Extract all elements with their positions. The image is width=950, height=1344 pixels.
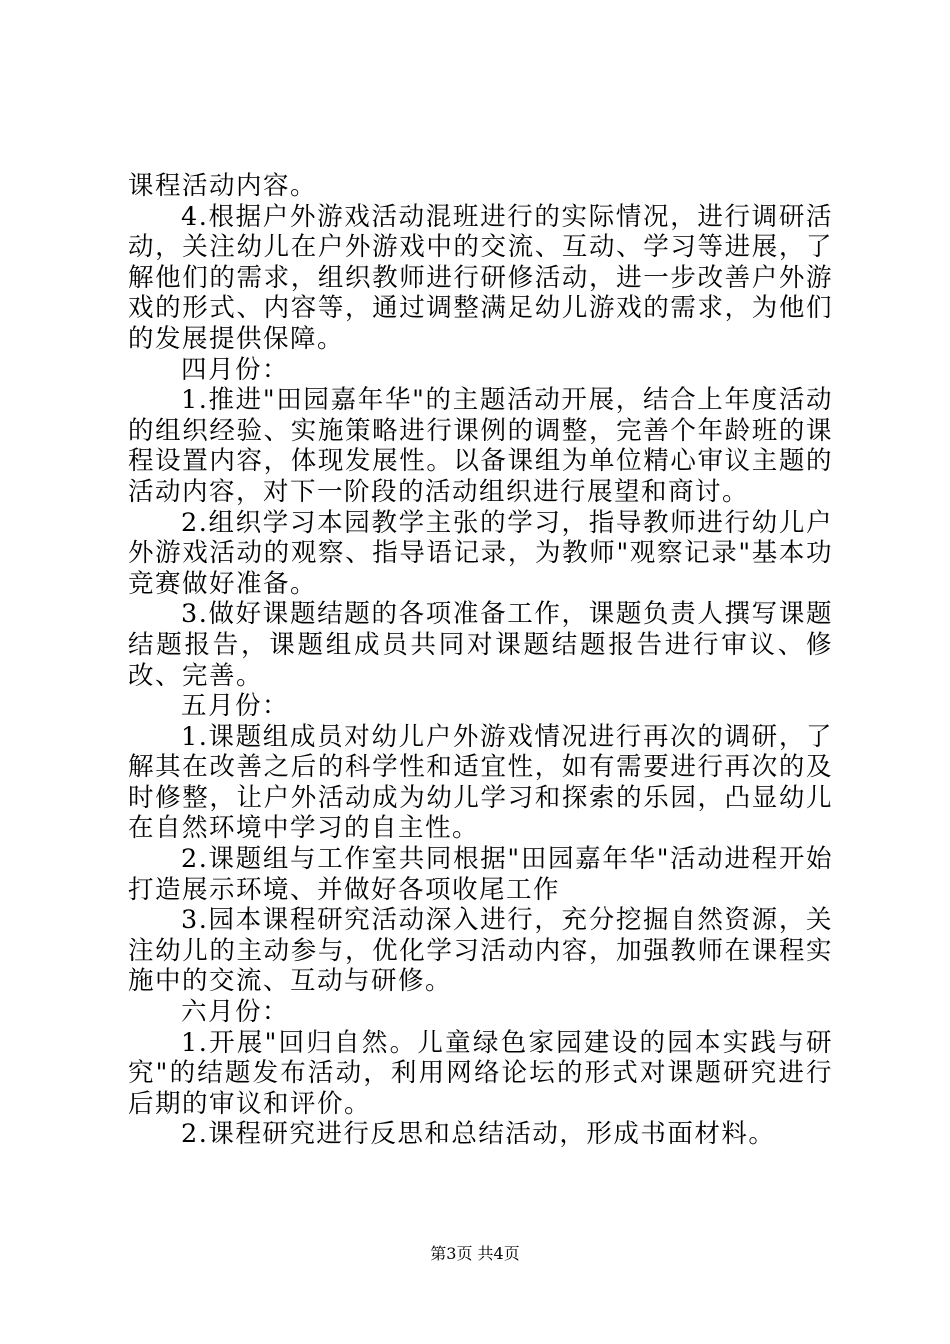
section-heading-april: 四月份： xyxy=(181,354,290,385)
paragraph: 2.课题组与工作室共同根据"田园嘉年华"活动进程开始打造展示环境、并做好各项收尾工作 xyxy=(128,844,833,905)
paragraph: 1.推进"田园嘉年华"的主题活动开展，结合上年度活动的组织经验、实施策略进行课例的调整，完善个年龄班的课程设置内容，体现发展性。以备课组为单位精心审议主题的活动内容，对下一阶段的活动组织进行展望和商讨。 xyxy=(128,385,833,507)
paragraph: 课程活动内容。 xyxy=(128,171,318,201)
paragraph: 1.开展"回归自然。儿童绿色家园建设的园本实践与研究"的结题发布活动，利用网络论坛的形式对课题研究进行后期的审议和评价。 xyxy=(128,1027,833,1119)
document-body xyxy=(128,171,833,1150)
paragraph: 3.做好课题结题的各项准备工作，课题负责人撰写课题结题报告，课题组成员共同对课题结题报告进行审议、修改、完善。 xyxy=(128,599,833,691)
paragraph: 2.组织学习本园教学主张的学习，指导教师进行幼儿户外游戏活动的观察、指导语记录，为教师"观察记录"基本功竞赛做好准备。 xyxy=(128,507,833,599)
page-number-footer: 第3页 共4页 xyxy=(430,1244,520,1263)
paragraph: 2.课程研究进行反思和总结活动，形成书面材料。 xyxy=(181,1119,776,1150)
paragraph: 1.课题组成员对幼儿户外游戏情况进行再次的调研，了解其在改善之后的科学性和适宜性，如有需要进行再次的及时修整，让户外活动成为幼儿学习和探索的乐园，凸显幼儿在自然环境中学习的自主性。 xyxy=(128,721,833,844)
section-heading-may: 五月份： xyxy=(181,691,290,722)
paragraph: 4.根据户外游戏活动混班进行的实际情况，进行调研活动，关注幼儿在户外游戏中的交流、互动、学习等进展，了解他们的需求，组织教师进行研修活动，进一步改善户外游戏的形式、内容等，通过调整满足幼儿游戏的需求，为他们的发展提供保障。 xyxy=(128,201,833,354)
paragraph: 3.园本课程研究活动深入进行，充分挖掘自然资源，关注幼儿的主动参与，优化学习活动内容，加强教师在课程实施中的交流、互动与研修。 xyxy=(128,905,833,997)
section-heading-june: 六月份： xyxy=(181,997,290,1028)
